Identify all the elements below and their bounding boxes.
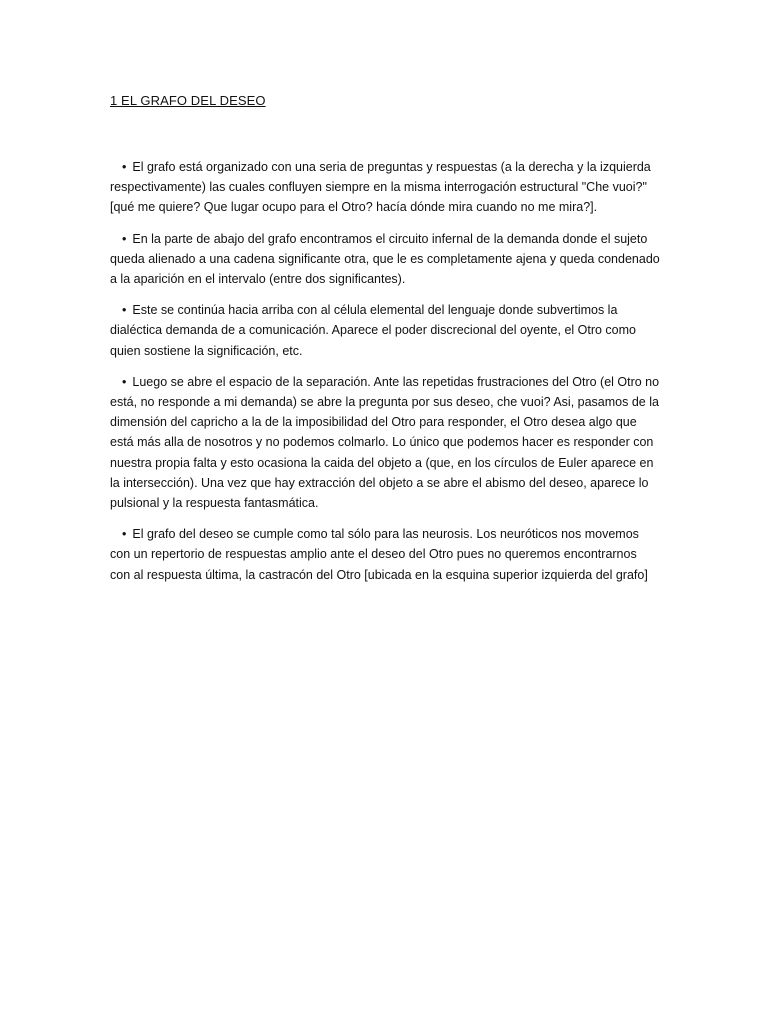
paragraph-text: Luego se abre el espacio de la separación. Ante las repetidas frustraciones del Otro (el Otro no está, no responde a mi demanda) se abre la pregunta por sus deseo, che vuoi? Asi, pasamos de la dimensión del capricho a la de la imposibilidad del Otro para responder, el Otro desea algo que está más alla de nosotros y no podemos colmarlo. Lo único que podemos hacer es responder con nuestra propia falta y esto ocasiona la caida del objeto a (que, en los círculos de Euler aparece en la intersección). Una vez que hay extracción del objeto a se abre el abismo del deseo, aparece lo pulsional y la respuesta fantasmática. <box>110 374 660 511</box>
bullet-icon: • <box>122 527 127 542</box>
bullet-icon: • <box>122 374 127 389</box>
bullet-icon: • <box>122 303 127 318</box>
bullet-paragraph <box>110 157 660 218</box>
bullet-paragraph <box>110 300 660 361</box>
bullet-icon: • <box>122 231 127 246</box>
bullet-paragraph <box>110 229 660 290</box>
paragraph-text: El grafo del deseo se cumple como tal sólo para las neurosis. Los neuróticos nos movemos con un repertorio de respuestas amplio ante el deseo del Otro pues no queremos encontrarnos con al respuesta última, la castracón del Otro [ubicada en la esquina superior izquierda del grafo] <box>110 527 648 582</box>
paragraph-text: En la parte de abajo del grafo encontramos el circuito infernal de la demanda donde el sujeto queda alienado a una cadena significante otra, que le es completamente ajena y queda condenado a la aparición en el intervalo (entre dos significantes). <box>110 231 660 287</box>
bullet-paragraph <box>110 524 660 585</box>
document-title: 1 EL GRAFO DEL DESEO <box>110 93 266 108</box>
paragraph-text: El grafo está organizado con una seria de preguntas y respuestas (a la derecha y la izquierda respectivamente) las cuales confluyen siempre en la misma interrogación estructural "Che vuoi?" [qué me quiere? Que lugar ocupo para el Otro? hacía dónde mira cuando no me mira?]. <box>110 160 651 215</box>
bullet-paragraph <box>110 372 660 513</box>
bullet-icon: • <box>122 160 127 174</box>
document-body <box>110 92 660 596</box>
paragraph-text: Este se continúa hacia arriba con al célula elemental del lenguaje donde subvertimos la dialéctica demanda de a comunicación. Aparece el poder discrecional del oyente, el Otro como quien sostiene la significación, etc. <box>110 303 637 358</box>
